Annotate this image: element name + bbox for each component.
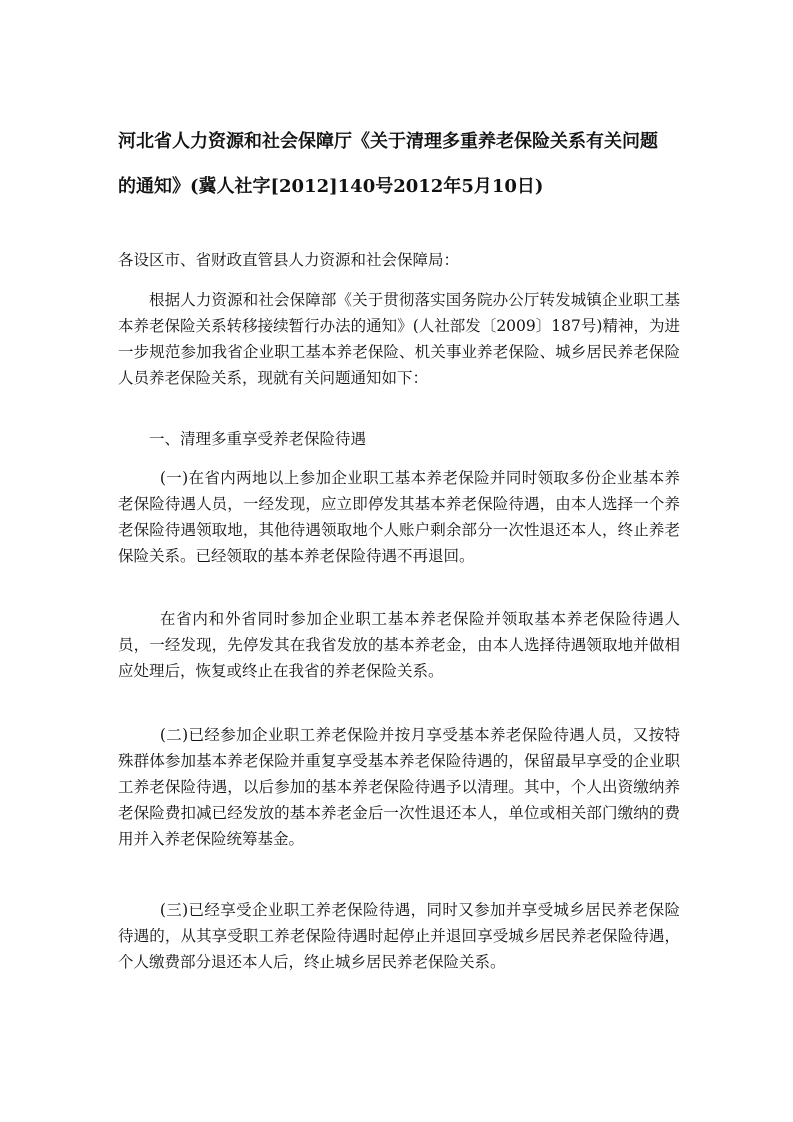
paragraph-item-1-note: 在省内和外省同时参加企业职工基本养老保险并领取基本养老保险待遇人员，一经发现，先停发其在我省发放的基本养老金，由本人选择待遇领取地并做相应处理后，恢复或终止在我省的养老保险关系。	[118, 610, 680, 680]
paragraph-item-1: (一)在省内两地以上参加企业职工基本养老保险并同时领取多份企业基本养老保险待遇人员，一经发现，应立即停发其基本养老保险待遇，由本人选择一个养老保险待遇领取地，其他待遇领取地个人账户剩余部分一次性退还本人，终止养老保险关系。已经领取的基本养老保险待遇不再退回。	[118, 469, 680, 565]
document-title-line-2: 的通知》(冀人社字[2012]140号2012年5月10日)	[118, 176, 544, 197]
paragraph-item-2: (二)已经参加企业职工养老保险并按月享受基本养老保险待遇人员，又按特殊群体参加基本养老保险并重复享受基本养老保险待遇的，保留最早享受的企业职工养老保险待遇，以后参加的基本养老保险待遇予以清理。其中，个人出资缴纳养老保险费扣减已经发放的基本养老金后一次性退还本人，单位或相关部门缴纳的费用并入养老保险统筹基金。	[118, 726, 680, 848]
document-title-line-1: 河北省人力资源和社会保障厅《关于清理多重养老保险关系有关问题	[118, 131, 658, 152]
section-heading-1: 一、清理多重享受养老保险待遇	[149, 430, 367, 448]
salutation: 各设区市、省财政直管县人力资源和社会保障局：	[118, 251, 460, 269]
paragraph-item-3: (三)已经享受企业职工养老保险待遇，同时又参加并享受城乡居民养老保险待遇的，从其享受职工养老保险待遇时起停止并退回享受城乡居民养老保险待遇，个人缴费部分退还本人后，终止城乡居民养老保险关系。	[118, 901, 680, 971]
paragraph-intro: 根据人力资源和社会保障部《关于贯彻落实国务院办公厅转发城镇企业职工基本养老保险关系转移接续暂行办法的通知》(人社部发〔2009〕187号)精神，为进一步规范参加我省企业职工基本养老保险、机关事业养老保险、城乡居民养老保险人员养老保险关系，现就有关问题通知如下：	[118, 291, 680, 387]
